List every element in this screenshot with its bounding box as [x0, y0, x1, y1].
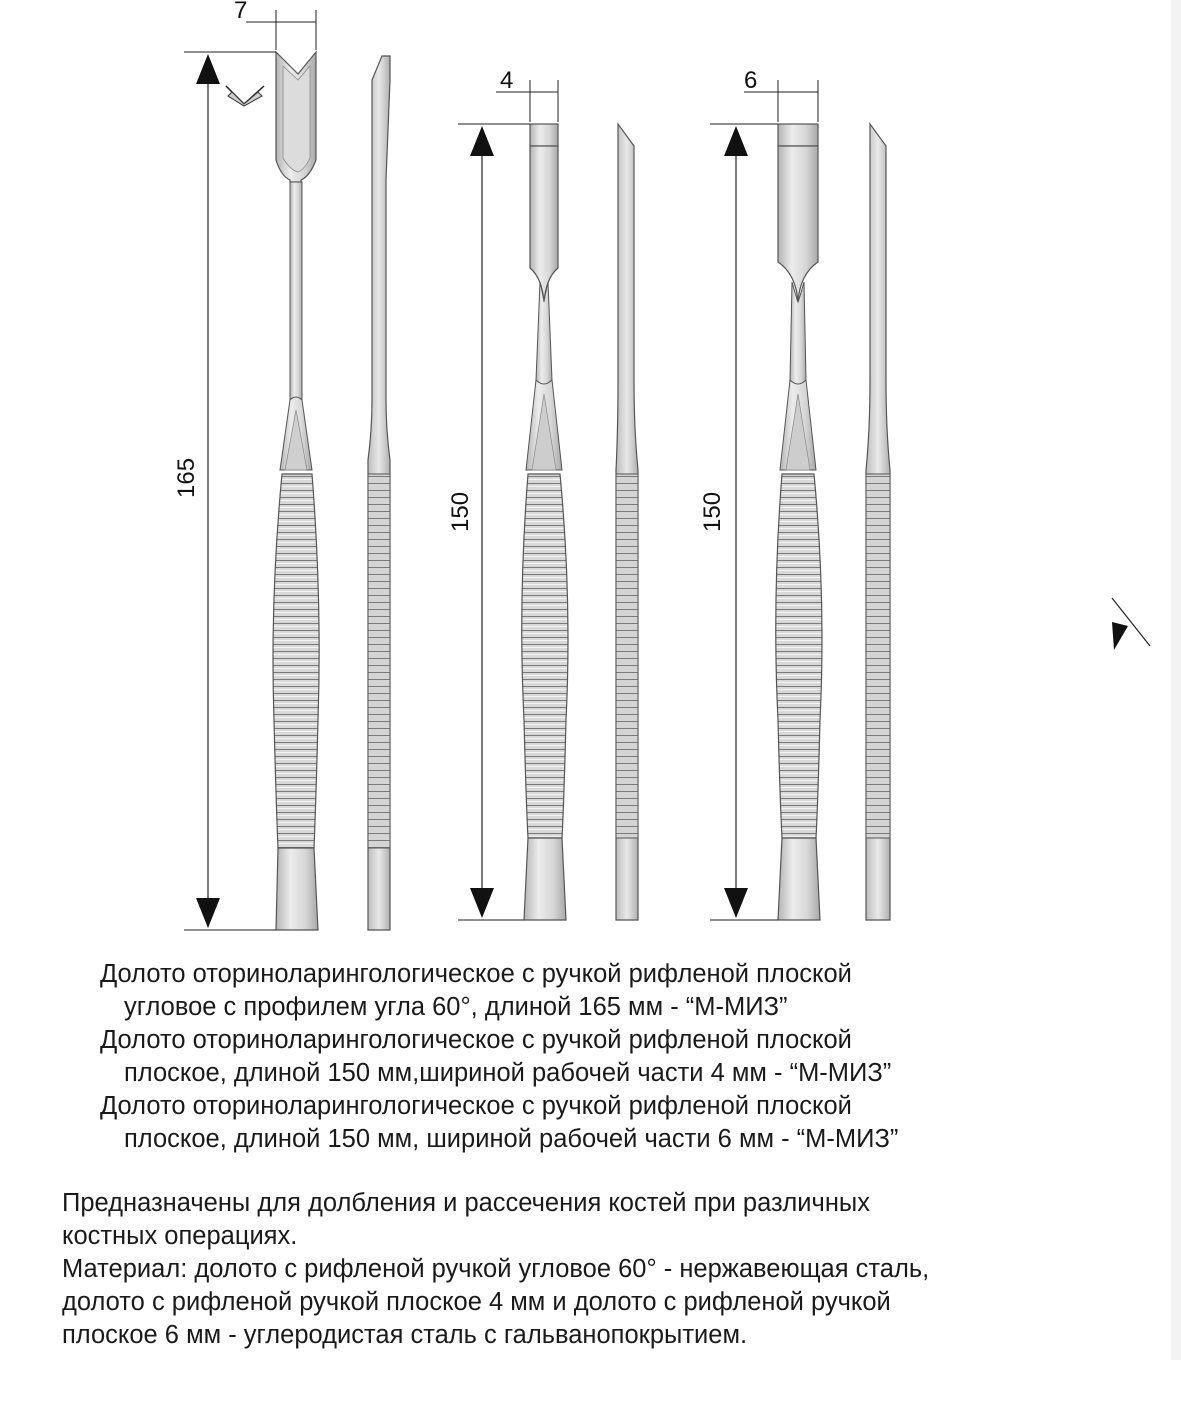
caption-line: плоское, длиной 150 мм, шириной рабочей части 6 мм - “М-МИЗ”: [124, 1125, 899, 1153]
dimension-label-4: 4: [500, 67, 514, 94]
dimension-width-7: [234, 0, 316, 50]
chisel-flat-4mm-front-view: [522, 124, 568, 920]
dimension-length-165: [173, 52, 276, 930]
dimension-width-4: [496, 67, 558, 122]
dimension-length-150-a: [447, 124, 530, 920]
dimension-label-150-b: 150: [699, 491, 726, 532]
dimension-label-7: 7: [234, 0, 248, 24]
description-line: Предназначены для долбления и рассечения костей при различных: [62, 1189, 870, 1217]
dimension-label-150-a: 150: [447, 491, 474, 532]
chisel-flat-4mm-side-view: [616, 124, 638, 920]
caption-line: Долото оториноларингологическое с ручкой рифленой плоской: [100, 1026, 852, 1054]
caption-line: плоское, длиной 150 мм,шириной рабочей части 4 мм - “М-МИЗ”: [124, 1059, 892, 1087]
caption-item: [100, 1024, 1140, 1090]
chisel-flat-6mm-front-view: [776, 124, 822, 920]
description-line: плоское 6 мм - углеродистая сталь с гальванопокрытием.: [62, 1321, 748, 1349]
angle-mark-icon: [1112, 598, 1150, 650]
description-text: [62, 1187, 1152, 1352]
caption-line: Долото оториноларингологическое с ручкой рифленой плоской: [100, 960, 852, 988]
dimension-length-150-b: [699, 124, 778, 920]
description-line: долото с рифленой ручкой плоское 4 мм и долото с рифленой ручкой: [62, 1288, 891, 1316]
caption-line: Долото оториноларингологическое с ручкой рифленой плоской: [100, 1092, 852, 1120]
description-line: Материал: долото с рифленой ручкой угловое 60° - нержавеющая сталь,: [62, 1255, 930, 1283]
dimension-label-165: 165: [173, 457, 200, 498]
caption-item: [100, 958, 1140, 1024]
instrument-caption: [100, 958, 1140, 1156]
chisel-angled-front-view: [273, 52, 319, 930]
v-profile-icon: [226, 86, 264, 106]
description-line: костных операциях.: [62, 1222, 298, 1250]
dimension-label-6: 6: [744, 67, 758, 94]
dimension-width-6: [744, 67, 818, 122]
chisel-angled-side-view: [368, 56, 390, 930]
chisel-flat-6mm-side-view: [866, 124, 890, 920]
caption-item: [100, 1090, 1140, 1156]
caption-line: угловое с профилем угла 60°, длиной 165 мм - “М-МИЗ”: [124, 993, 788, 1021]
